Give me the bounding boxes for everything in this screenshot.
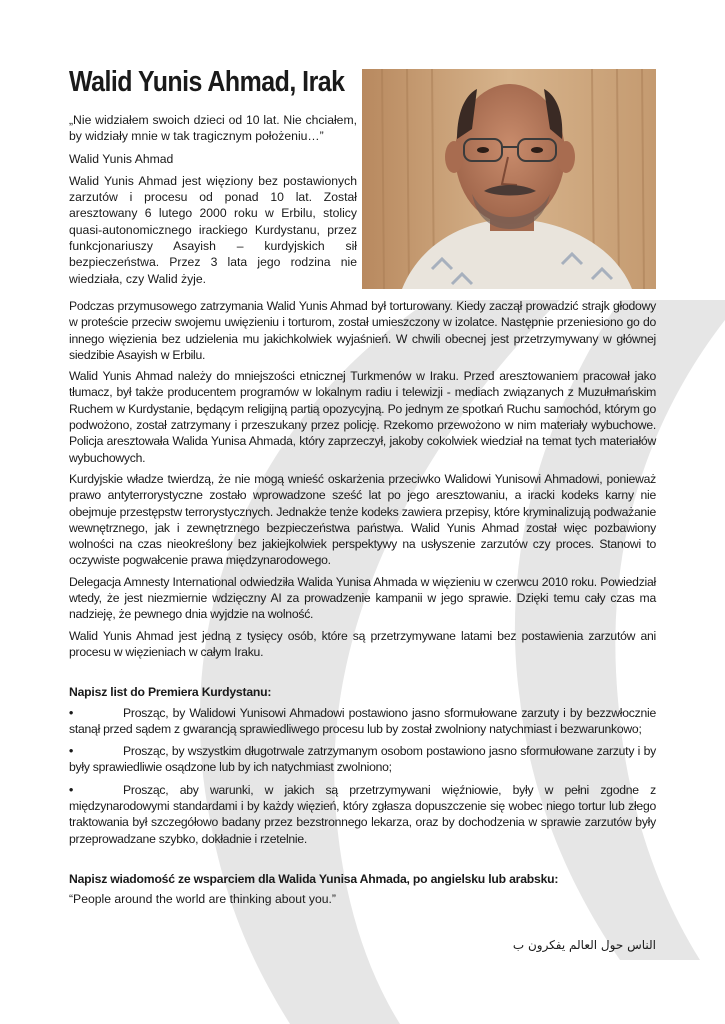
bullet-icon: • [69,744,74,759]
body-paragraph: Delegacja Amnesty International odwiedziła Walida Yunisa Ahmada w więzieniu w czerwcu 2010 roku. Powiedział wtedy, że jest niezmiernie wdzięczny AI za prowadzenie kampanii w jego sprawie. Dzięki temu cały czas ma nadzieję, że pewnego dnia wyjdzie na wolność. [69,574,656,622]
bullet-icon: • [69,705,74,720]
list-item [69,782,656,847]
letter-heading: Napisz list do Premiera Kurdystanu: [69,685,272,700]
lead-column [69,112,357,293]
page-title: Walid Yunis Ahmad, Irak [69,66,345,98]
arabic-message: الناس حول العالم يفكرون ب [512,938,656,952]
body-paragraph: Kurdyjskie władze twierdzą, że nie mogą wnieść oskarżenia przeciwko Walidowi Yunisowi Ahmadowi, ponieważ prawo antyterrorystyczne zostało wprowadzone sześć lat po jego aresztowaniu, a iracki kodeks karny nie obejmuje przestępstw terrorystycznych. Jednakże tenże kodeks zawiera przepisy, które kryminalizują podważanie wewnętrznego, jak i zewnętrznego bezpieczeństwa państwa. Walid Yunis Ahmad został więc pozbawiony wolności na czas nieokreślony bez jakiejkolwiek perspektywy na usłyszenie zarzutów czy proces. Stanowi to oczywiste pogwałcenie prawa międzynarodowego. [69,471,656,568]
list-item-text: Prosząc, aby warunki, w jakich są przetrzymywani więźniowie, były w pełni zgodne z międzynarodowymi standardami i by każdy więzień, który zgłasza dopuszczenie się wobec niego tortur lub złego traktowania był szczegółowo badany przez bezstronnego lekarza, oraz by dochodzenia w sprawie zarzutów były przeprowadzane szybko, dokładnie i rzetelnie. [69,782,656,846]
article-body [69,298,656,913]
bullet-icon: • [69,782,74,797]
list-item-text: Prosząc, by wszystkim długotrwale zatrzymanym osobom postawiono jasno sformułowane zarzuty i by były sprawiedliwie osądzone lub by ich natychmiast zwolniono; [69,744,656,775]
body-paragraph: Walid Yunis Ahmad jest jedną z tysięcy osób, które są przetrzymywane latami bez postawienia zarzutów ani procesu w więzieniach w całym Iraku. [69,628,656,659]
support-heading: Napisz wiadomość ze wsparciem dla Walida Yunisa Ahmada, po angielsku lub arabsku: [69,871,559,886]
body-paragraph: Walid Yunis Ahmad należy do mniejszości etnicznej Turkmenów w Iraku. Przed aresztowaniem pracował jako tłumacz, był także producentem programów w lokalnym radiu i telewizji - mediach związanych z Muzułmańskim Ruchem w Kurdystanie, będącym religijną partią opozycyjną. Po jednym ze spotkań Ruchu samochód, którym go podwożono, został zatrzymany i przeszukany przez policję. Rzekomo przewożono w nim materiały wybuchowe. Policja aresztowała Walida Yunisa Ahmada, który zaprzeczył, jakoby cokolwiek wiedział na temat tych materiałów wybuchowych. [69,369,656,465]
list-item-text: Prosząc, by Walidowi Yunisowi Ahmadowi postawiono jasno sformułowane zarzuty i by bezzwłocznie stanął przed sądem z gwarancją sprawiedliwego procesu lub by został zwolniony natychmiast i bezwarunkowo; [69,705,656,736]
lead-name: Walid Yunis Ahmad [69,151,174,166]
list-item [69,705,656,738]
support-quote: “People around the world are thinking about you.” [69,892,336,907]
list-item [69,743,656,776]
portrait-photo [362,69,656,289]
body-paragraph: Podczas przymusowego zatrzymania Walid Yunis Ahmad był torturowany. Kiedy zaczął prowadzić strajk głodowy w proteście przeciw swojemu uwięzieniu i torturom, został umieszczony w izolatce. Następnie przeniesiono go do innego więzienia bez udzielenia mu jakichkolwiek wyjaśnień. W chwili obecnej jest przetrzymywany w głównej siedzibie Asayish w Erbilu. [69,299,656,362]
lead-quote: „Nie widziałem swoich dzieci od 10 lat. Nie chciałem, by widziały mnie w tak tragicznym położeniu…” [69,113,357,144]
lead-paragraph: Walid Yunis Ahmad jest więziony bez postawionych zarzutów i procesu od ponad 10 lat. Został aresztowany 6 lutego 2000 roku w Erbilu, stolicy quasi-autonomicznego irackiego Kurdystanu, przez funkcjonariuszy Asayish – kurdyjskich sił bezpieczeństwa. Przez 3 lata jego rodzina nie wiedziała, czy Walid żyje. [69,173,357,286]
